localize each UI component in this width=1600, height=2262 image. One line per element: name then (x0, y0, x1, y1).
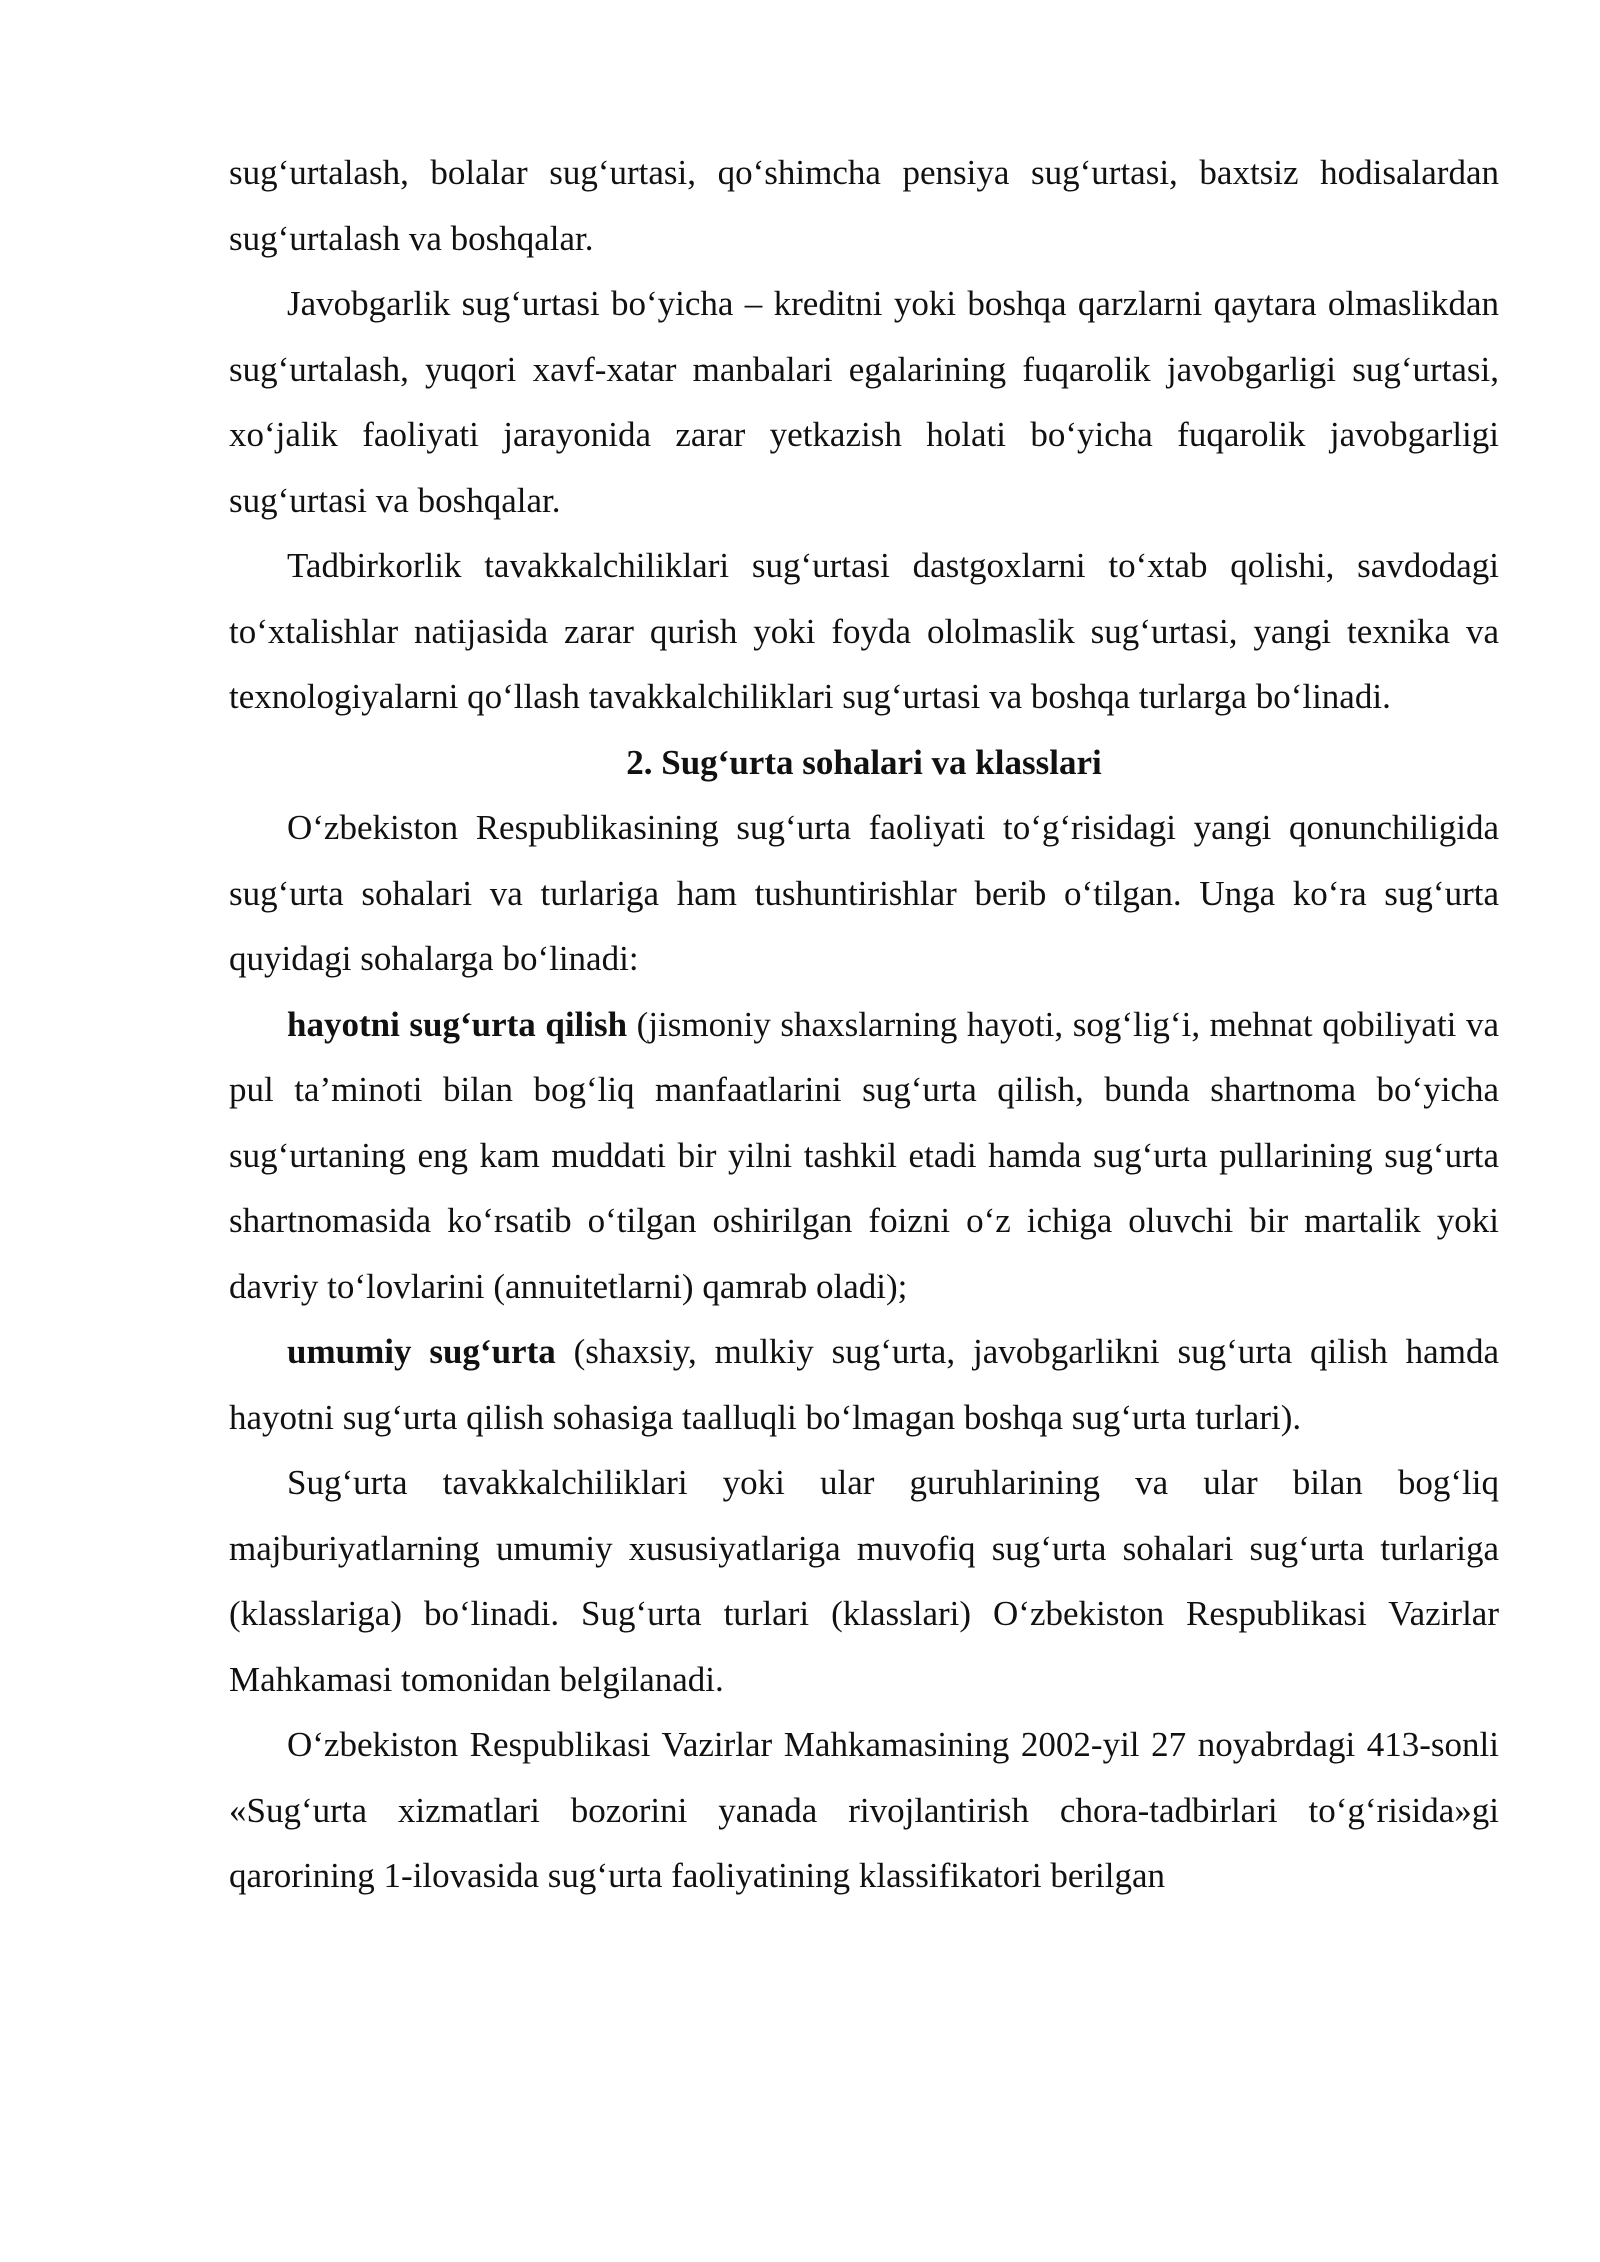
term-general-insurance: umumiy sug‘urta (287, 1332, 556, 1371)
paragraph-general-insurance (229, 1319, 1499, 1450)
life-insurance-definition: (jismoniy shaxslarning hayoti, sog‘lig‘i, mehnat qobiliyati va pul ta’minoti bilan bog‘liq manfaatlarini sug‘urta qilish, bunda shartnoma bo‘yicha sug‘urtaning eng kam muddati bir yilni tashkil etadi hamda sug‘urta pullarining sug‘urta shartnomasida ko‘rsatib o‘tilgan oshirilgan foizni o‘z ichiga oluvchi bir martalik yoki davriy to‘lovlarini (annuitetlarni) qamrab oladi); (229, 1004, 1499, 1306)
paragraph-legislation: O‘zbekiston Respublikasining sug‘urta faoliyati to‘g‘risidagi yangi qonunchiligida sug‘urta sohalari va turlariga ham tushuntirishlar berib o‘tilgan. Unga ko‘ra sug‘urta quyidagi sohalarga bo‘linadi: (229, 808, 1499, 978)
section-heading: 2. Sug‘urta sohalari va klasslari (626, 742, 1102, 782)
paragraph-liability-insurance: Javobgarlik sug‘urtasi bo‘yicha – kreditni yoki boshqa qarzlarni qaytara olmaslikdan sug‘urtalash, yuqori xavf-xatar manbalari egalarining fuqarolik javobgarligi sug‘urtasi, xo‘jalik faoliyati jarayonida zarar yetkazish holati bo‘yicha fuqarolik javobgarligi sug‘urtasi va boshqalar. (229, 284, 1499, 520)
paragraph-continuation: sug‘urtalash, bolalar sug‘urtasi, qo‘shimcha pensiya sug‘urtasi, baxtsiz hodisalardan sug‘urtalash va boshqalar. (229, 153, 1499, 258)
term-life-insurance: hayotni sug‘urta qilish (287, 1004, 628, 1044)
document-page (229, 140, 1499, 1909)
paragraph-life-insurance (229, 992, 1499, 1320)
general-insurance-definition: (shaxsiy, mulkiy sug‘urta, javobgarlikni sug‘urta qilish hamda hayotni sug‘urta qilish sohasiga taalluqli bo‘lmagan boshqa sug‘urta turlari). (229, 1332, 1499, 1437)
paragraph-cabinet-resolution: O‘zbekiston Respublikasi Vazirlar Mahkamasining 2002-yil 27 noyabrdagi 413-sonli «Sug‘urta xizmatlari bozorini yanada rivojlantirish chora-tadbirlari to‘g‘risida»gi qarorining 1-ilovasida sug‘urta faoliyatining klassifikatori berilgan (229, 1725, 1499, 1895)
paragraph-insurance-classes: Sug‘urta tavakkalchiliklari yoki ular guruhlarining va ular bilan bog‘liq majburiyatlarning umumiy xususiyatlariga muvofiq sug‘urta sohalari sug‘urta turlariga (klasslariga) bo‘linadi. Sug‘urta turlari (klasslari) O‘zbekiston Respublikasi Vazirlar Mahkamasi tomonidan belgilanadi. (229, 1463, 1499, 1699)
paragraph-entrepreneurship-risks: Tadbirkorlik tavakkalchiliklari sug‘urtasi dastgoxlarni to‘xtab qolishi, savdodagi to‘xtalishlar natijasida zarar qurish yoki foyda ololmaslik sug‘urtasi, yangi texnika va texnologiyalarni qo‘llash tavakkalchiliklari sug‘urtasi va boshqa turlarga bo‘linadi. (229, 546, 1499, 716)
